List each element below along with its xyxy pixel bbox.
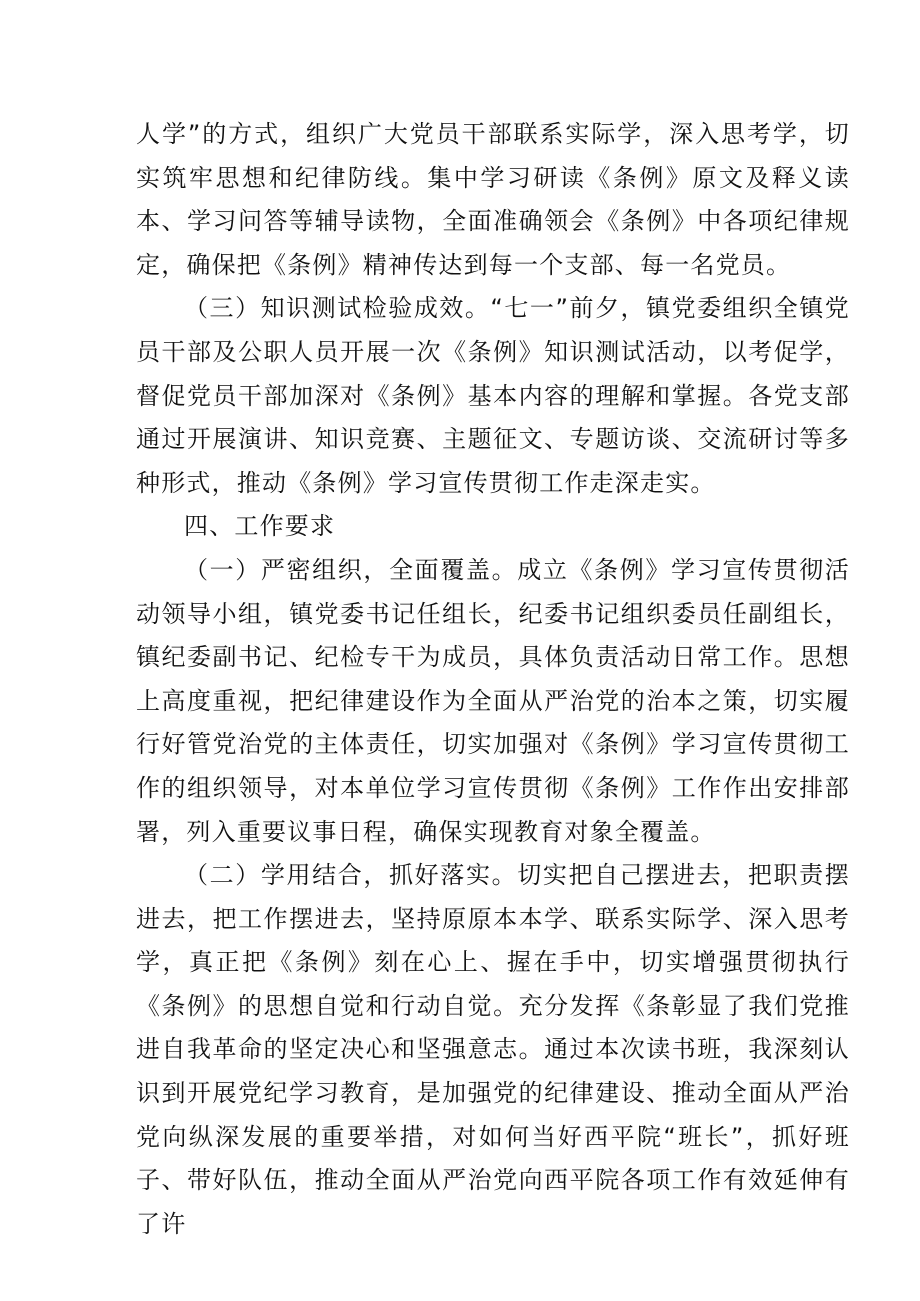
section-heading-work-requirements: 四、工作要求	[184, 512, 336, 541]
paragraph-knowledge-test: （三）知识测试检验成效。“七一”前夕，镇党委组织全镇党员干部及公职人员开展一次《条例》知识测试活动，以考促学，督促党员干部加深对《条例》基本内容的理解和掌握。各党支部通过开展演讲、知识竞赛、主题征文、专题访谈、交流研讨等多种形式，推动《条例》学习宣传贯彻工作走深走实。	[136, 294, 850, 497]
paragraph-organization: （一）严密组织，全面覆盖。成立《条例》学习宣传贯彻活动领导小组，镇党委书记任组长，纪委书记组织委员任副组长，镇纪委副书记、纪检专干为成员，具体负责活动日常工作。思想上高度重视，把纪律建设作为全面从严治党的治本之策，切实履行好管党治党的主体责任，切实加强对《条例》学习宣传贯彻工作的组织领导，对本单位学习宣传贯彻《条例》工作作出安排部署，列入重要议事日程，确保实现教育对象全覆盖。	[136, 555, 850, 846]
paragraph-implementation: （二）学用结合，抓好落实。切实把自己摆进去，把职责摆进去，把工作摆进去，坚持原原本本学、联系实际学、深入思考学，真正把《条例》刻在心上、握在手中，切实增强贯彻执行《条例》的思想自觉和行动自觉。充分发挥《条彰显了我们党推进自我革命的坚定决心和坚强意志。通过本次读书班，我深刻认识到开展党纪学习教育，是加强党的纪律建设、推动全面从严治党向纵深发展的重要举措，对如何当好西平院“班长”，抓好班子、带好队伍，推动全面从严治党向西平院各项工作有效延伸有了许	[136, 861, 850, 1238]
paragraph-continuation: 人学”的方式，组织广大党员干部联系实际学，深入思考学，切实筑牢思想和纪律防线。集中学习研读《条例》原文及释义读本、学习问答等辅导读物，全面准确领会《条例》中各项纪律规定，确保把《条例》精神传达到每一个支部、每一名党员。	[136, 120, 850, 279]
